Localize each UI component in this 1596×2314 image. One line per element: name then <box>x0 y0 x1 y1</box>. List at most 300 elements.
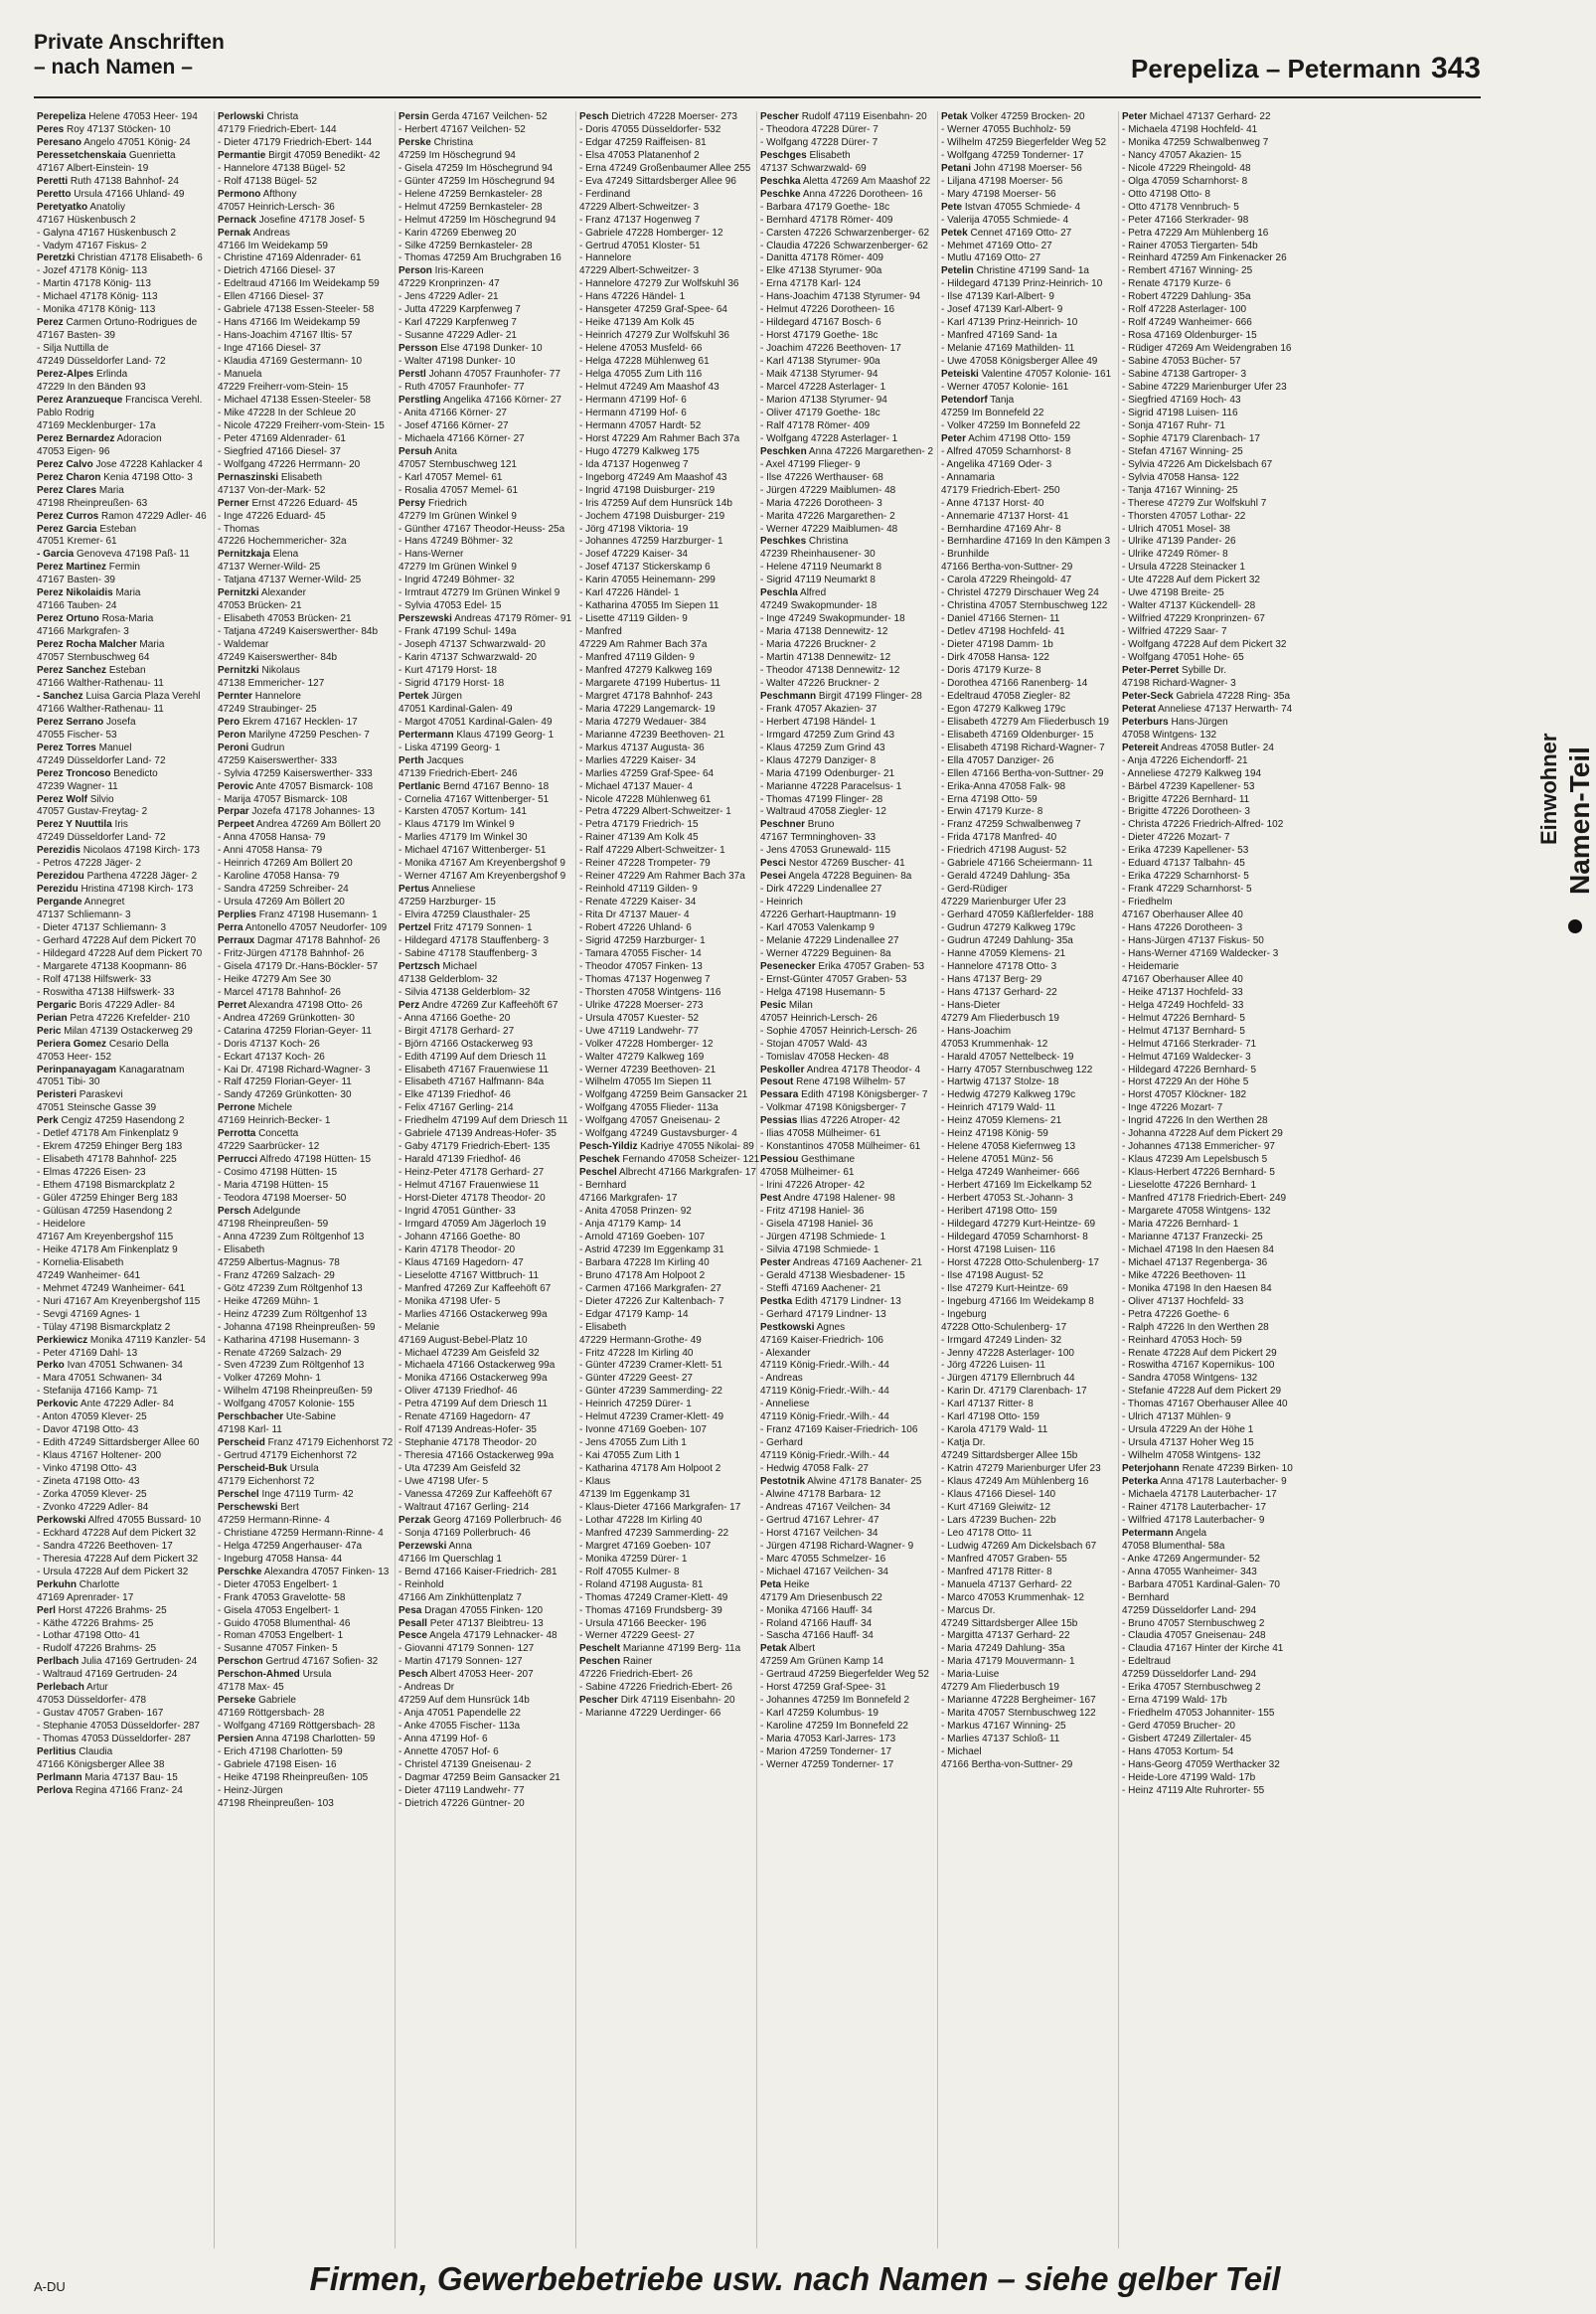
entry-details: - Giovanni 47179 Sonnen- 127 <box>399 1643 535 1655</box>
list-item <box>399 1567 572 1579</box>
entry-details: - Ursula 47166 Beecker- 196 <box>579 1617 707 1629</box>
entry-details: - Karl 47138 Styrumer- 90a <box>760 356 880 368</box>
entry-details: 47167 Am Kreyenbergshof 115 <box>37 1231 174 1242</box>
list-item <box>579 743 753 755</box>
entry-details: - Carsten 47226 Schwarzenberger- 62 <box>760 227 930 239</box>
entry-details: Nikolaus <box>258 664 300 676</box>
list-item <box>218 832 392 845</box>
entry-details: - Dietrich 47226 Güntner- 20 <box>399 1797 525 1809</box>
list-item <box>218 1141 392 1154</box>
list-item <box>760 1076 934 1089</box>
entry-details: Angelo 47051 König- 24 <box>81 136 191 148</box>
list-item <box>399 1630 572 1643</box>
list-item <box>760 1244 934 1257</box>
entry-details: - Galyna 47167 Hüskenbusch 2 <box>37 227 177 239</box>
entry-details: Alfred <box>797 587 827 599</box>
list-item <box>37 291 211 304</box>
list-item <box>399 1000 572 1013</box>
list-item <box>579 395 753 408</box>
list-item <box>37 1026 211 1039</box>
entry-surname: Perlebach <box>37 1682 84 1694</box>
list-item <box>760 1502 934 1515</box>
entry-surname: Pestkowski <box>760 1321 815 1333</box>
entry-details: - Helga 47249 Hochfeld- 33 <box>1122 999 1244 1011</box>
entry-details: - Brunhilde <box>941 549 990 561</box>
entry-details: - Michael 47167 Wittenberger- 51 <box>399 845 547 857</box>
entry-details: - Heike 47279 Am See 30 <box>218 973 331 985</box>
entry-details: - Hildegard 47167 Bosch- 6 <box>760 317 881 329</box>
entry-details: 47139 Friedrich-Ebert- 246 <box>399 767 518 779</box>
entry-details: Gertrud 47167 Sofien- 32 <box>262 1656 379 1668</box>
list-item <box>941 781 1115 794</box>
entry-details: - Anja 47051 Papendelle 22 <box>399 1708 521 1720</box>
entry-surname: Peta <box>760 1578 782 1590</box>
entry-details: - Rembert 47167 Winning- 25 <box>1122 265 1253 277</box>
entry-details: - Martin 47138 Dennewitz- 12 <box>760 652 891 664</box>
entry-details: - Hans-Georg 47059 Werthacker 32 <box>1122 1759 1280 1770</box>
list-item <box>37 600 211 613</box>
entry-details: - Vinko 47198 Otto- 43 <box>37 1463 137 1475</box>
list-item <box>579 871 753 884</box>
entry-details: - Nicole 47229 Freiherr-vom-Stein- 15 <box>218 419 385 431</box>
entry-details: Concetta <box>255 1128 299 1140</box>
entry-details: - Christel 47279 Dirschauer Weg 24 <box>941 587 1099 599</box>
list-item <box>579 1373 753 1386</box>
entry-surname: Pertzel <box>399 922 431 934</box>
entry-details: - Monika 47166 Hauff- 34 <box>760 1604 873 1616</box>
entry-details: 47169 August-Bebel-Platz 10 <box>399 1334 528 1346</box>
entry-details: - Leo 47178 Otto- 11 <box>941 1527 1033 1539</box>
list-item <box>760 935 934 948</box>
entry-details: - Hermann 47199 Hof- 6 <box>579 394 687 406</box>
list-item <box>1122 1399 1297 1411</box>
list-item <box>579 369 753 382</box>
list-item <box>1122 459 1297 472</box>
entry-details: 47259 Im Bonnefeld 22 <box>941 407 1044 418</box>
entry-details: - Helmut 47259 Im Höschegrund 94 <box>399 214 557 226</box>
entry-details: - Ursula 47137 Hoher Weg 15 <box>1122 1437 1254 1449</box>
list-item <box>760 948 934 961</box>
list-item <box>941 613 1115 626</box>
list-item <box>399 1554 572 1567</box>
entry-details: - Manfred 47239 Sammerding- 22 <box>579 1527 729 1539</box>
entry-details: Elena <box>269 549 299 561</box>
list-item <box>399 433 572 446</box>
entry-details: - Detlev 47198 Hochfeld- 41 <box>941 626 1065 638</box>
list-item <box>37 1309 211 1322</box>
list-item <box>760 1000 934 1013</box>
entry-details: - Heike 47178 Am Finkenplatz 9 <box>37 1243 178 1255</box>
entry-surname: Perz <box>399 999 420 1011</box>
list-item <box>760 202 934 215</box>
entry-details: - Elisabeth 47167 Halfmann- 84a <box>399 1076 545 1088</box>
list-item <box>941 730 1115 743</box>
list-item <box>760 755 934 768</box>
entry-details: - Monika 47178 König- 113 <box>37 304 156 316</box>
entry-details: - Barbara 47179 Goethe- 18c <box>760 201 890 213</box>
entry-details: - Klaus 47249 Am Mühlenberg 16 <box>941 1476 1089 1488</box>
entry-details: 47166 Am Zinkhüttenplatz 7 <box>399 1591 522 1603</box>
entry-details: - Rainer 47053 Tiergarten- 54b <box>1122 240 1258 251</box>
entry-details: - Ingrid 47051 Günther- 33 <box>399 1206 516 1218</box>
list-item <box>579 717 753 730</box>
entry-details: - Heike 47137 Hochfeld- 33 <box>1122 986 1243 998</box>
entry-details: - Hans-Jürgen 47137 Fiskus- 50 <box>1122 935 1264 946</box>
list-item <box>399 472 572 485</box>
entry-details: Jozefa 47178 Johannes- 13 <box>248 806 375 818</box>
entry-details: - Elisabeth <box>218 1243 265 1255</box>
list-item <box>579 511 753 524</box>
entry-details: Birgit 47059 Benedikt- 42 <box>265 149 381 161</box>
list-item <box>579 1039 753 1052</box>
entry-details: - Jozef 47178 König- 113 <box>37 265 148 277</box>
entry-details: - Maria 47226 Bernhard- 1 <box>1122 1218 1239 1230</box>
entry-details: - Theresia 47228 Auf dem Pickert 32 <box>37 1553 199 1565</box>
entry-details: - Herbert 47053 St.-Johann- 3 <box>941 1193 1073 1205</box>
list-item <box>37 228 211 241</box>
list-item <box>760 1541 934 1554</box>
list-item <box>941 704 1115 717</box>
list-item <box>1122 730 1297 743</box>
list-item <box>218 228 392 241</box>
list-item <box>760 459 934 472</box>
list-item <box>218 1232 392 1244</box>
entry-surname: Perez Charon <box>37 471 101 483</box>
entry-details: - Sandra 47226 Beethoven- 17 <box>37 1540 173 1552</box>
list-item <box>760 1592 934 1605</box>
list-item <box>37 665 211 678</box>
entry-surname: Pesall <box>399 1617 427 1629</box>
list-item <box>218 395 392 408</box>
list-item <box>1122 832 1297 845</box>
entry-surname: Persuh <box>399 445 432 457</box>
list-item <box>579 1592 753 1605</box>
entry-details: - Dieter 47198 Damm- 1b <box>941 639 1053 651</box>
list-item <box>579 420 753 433</box>
entry-details: - Fritz 47198 Haniel- 36 <box>760 1206 865 1218</box>
list-item <box>579 1579 753 1592</box>
list-item <box>579 498 753 511</box>
entry-details: Afthony <box>260 188 297 200</box>
list-item <box>760 1682 934 1695</box>
entry-details: - Heinrich 47269 Am Böllert 20 <box>218 858 353 870</box>
list-item <box>760 1411 934 1424</box>
list-item <box>1122 1206 1297 1219</box>
entry-surname: Pete <box>941 201 963 213</box>
entry-details: Ursula 47166 Uhland- 49 <box>71 188 185 200</box>
entry-details: - Hans-Joachim 47167 Iltis- 57 <box>218 330 353 342</box>
entry-surname: Perske <box>399 136 431 148</box>
list-item <box>218 343 392 356</box>
entry-details: - Rolf 47249 Wanheimer- 666 <box>1122 317 1252 329</box>
entry-details: - Karsten 47057 Kortum- 141 <box>399 806 527 818</box>
entry-surname: Peschken <box>760 445 807 457</box>
entry-details: - Rosa 47169 Oldenburger- 15 <box>1122 330 1257 342</box>
entry-details: - Heribert 47198 Otto- 159 <box>941 1206 1057 1218</box>
entry-details: 47051 Steinsche Gasse 39 <box>37 1102 157 1114</box>
entry-details: - Markus 47167 Winning- 25 <box>941 1721 1066 1733</box>
entry-surname: Perezidou <box>37 871 84 883</box>
list-item <box>760 652 934 665</box>
list-item <box>760 1656 934 1669</box>
list-item <box>399 665 572 678</box>
list-item <box>760 1579 934 1592</box>
entry-details: Ivan 47051 Schwanen- 34 <box>64 1360 183 1372</box>
entry-details: - Andreas 47167 Veilchen- 34 <box>760 1501 891 1513</box>
entry-details: - Peter 47169 Dahl- 13 <box>37 1347 138 1359</box>
entry-details: Erlinda <box>93 369 128 381</box>
list-item <box>579 1669 753 1682</box>
list-item <box>1122 395 1297 408</box>
entry-details: - Liska 47199 Georg- 1 <box>399 742 501 753</box>
list-item <box>941 948 1115 961</box>
entry-surname: Pestka <box>760 1295 793 1307</box>
entry-details: 47053 Krummenhak- 12 <box>941 1038 1048 1050</box>
entry-surname: Perszewski <box>399 613 452 625</box>
entry-details: - Ella 47057 Danziger- 26 <box>941 754 1054 766</box>
entry-details: - Franz 47137 Hogenweg 7 <box>579 214 701 226</box>
list-item <box>399 1759 572 1772</box>
entry-details: - Monika 47198 Ufer- 5 <box>399 1295 501 1307</box>
list-item <box>941 961 1115 974</box>
entry-details: - Maria 47179 Mouvermann- 1 <box>941 1656 1075 1668</box>
entry-details: - Edgar 47259 Raiffeisen- 81 <box>579 136 707 148</box>
entry-surname: Perez Curros <box>37 510 99 522</box>
entry-details: - Wolfgang 47226 Herrmann- 20 <box>218 458 361 470</box>
entry-details: 47055 Fischer- 53 <box>37 729 117 741</box>
entry-details: - Dieter 47053 Engelbert- 1 <box>218 1578 338 1590</box>
list-item <box>37 1502 211 1515</box>
entry-details: - Nicole 47229 Rheingold- 48 <box>1122 162 1251 174</box>
list-item <box>218 1115 392 1128</box>
list-item <box>37 1424 211 1437</box>
list-item <box>1122 1154 1297 1167</box>
entry-details: - Josef 47137 Stickerskamp 6 <box>579 562 711 574</box>
entry-details: - Volker 47269 Mohn- 1 <box>218 1373 321 1385</box>
entry-details: - Wilfried 47229 Saar- 7 <box>1122 626 1227 638</box>
entry-details: - Christiane 47259 Hermann-Rinne- 4 <box>218 1527 384 1539</box>
list-item <box>941 137 1115 150</box>
list-item <box>1122 935 1297 948</box>
list-item <box>37 768 211 781</box>
entry-details: - Heinz-Jürgen <box>218 1784 283 1796</box>
list-item <box>1122 202 1297 215</box>
list-item <box>218 806 392 819</box>
list-item <box>1122 1335 1297 1348</box>
list-item <box>399 871 572 884</box>
list-item <box>579 1463 753 1476</box>
entry-details: 47169 Aprenrader- 17 <box>37 1591 134 1603</box>
entry-details: - Werner 47055 Buchholz- 59 <box>941 123 1071 135</box>
list-item <box>941 1643 1115 1656</box>
entry-details: Parthena 47228 Jäger- 2 <box>83 871 198 883</box>
entry-details: - Michaela 47178 Lauterbacher- 17 <box>1122 1488 1277 1500</box>
entry-details: Anatoliy <box>87 201 125 213</box>
entry-details: Cengiz 47259 Hasendong 2 <box>58 1115 185 1127</box>
entry-details: Sybille Dr. <box>1179 664 1227 676</box>
entry-details: - Michael 47138 Essen-Steeler- 58 <box>218 394 371 406</box>
entry-details: 47229 Kronprinzen- 47 <box>399 278 500 290</box>
entry-details: - Horst 47228 Otto-Schulenberg- 17 <box>941 1256 1099 1268</box>
entry-details: - Edgar 47179 Kamp- 14 <box>579 1308 689 1320</box>
list-item <box>218 730 392 743</box>
entry-details: Else 47198 Dunker- 10 <box>437 343 543 355</box>
list-item <box>399 343 572 356</box>
list-item <box>941 1373 1115 1386</box>
list-item <box>399 652 572 665</box>
entry-details: - Sophie 47179 Clarenbach- 17 <box>1122 432 1260 444</box>
entry-surname: Petelin <box>941 265 974 277</box>
list-item <box>37 304 211 317</box>
list-item <box>37 1373 211 1386</box>
entry-surname: Perez <box>37 317 64 329</box>
list-item <box>941 755 1115 768</box>
entry-details: - Frank 47057 Akazien- 37 <box>760 703 878 715</box>
list-item <box>760 1734 934 1746</box>
list-item <box>37 202 211 215</box>
list-item <box>399 330 572 343</box>
list-item <box>941 511 1115 524</box>
entry-details: - Helene 47119 Neumarkt 8 <box>760 562 882 574</box>
entry-details: - Anita 47058 Prinzen- 92 <box>579 1206 692 1218</box>
list-item <box>1122 111 1297 124</box>
list-item <box>941 858 1115 871</box>
list-item <box>399 974 572 987</box>
entry-details: - Harald 47057 Nettelbeck- 19 <box>941 1051 1074 1063</box>
list-item <box>760 111 934 124</box>
entry-details: - Karoline 47259 Im Bonnefeld 22 <box>760 1721 908 1733</box>
list-item <box>218 1772 392 1785</box>
list-item <box>760 832 934 845</box>
list-item <box>37 446 211 459</box>
entry-surname: Perez Bernardez <box>37 432 115 444</box>
entry-details: - Stefanija 47166 Kamp- 71 <box>37 1386 158 1398</box>
entry-details: - Harald 47139 Friedhof- 46 <box>399 1154 521 1166</box>
entry-details: - Erich 47198 Charlotten- 59 <box>218 1746 343 1758</box>
list-item <box>399 1065 572 1077</box>
list-item <box>1122 1089 1297 1102</box>
list-item <box>760 356 934 369</box>
entry-details: Tanja <box>987 394 1015 406</box>
list-item <box>37 1399 211 1411</box>
list-item <box>37 511 211 524</box>
entry-details: - Eckhard 47228 Auf dem Pickert 32 <box>37 1527 197 1539</box>
entry-surname: Perkuhn <box>37 1578 78 1590</box>
list-item <box>941 241 1115 253</box>
list-item <box>218 1476 392 1489</box>
list-item <box>1122 1013 1297 1026</box>
list-item <box>941 356 1115 369</box>
list-item <box>399 1206 572 1219</box>
entry-details: - Waltraud 47058 Ziegler- 12 <box>760 806 886 818</box>
list-item <box>37 909 211 922</box>
list-item <box>760 1759 934 1772</box>
list-item <box>218 1335 392 1348</box>
list-item <box>1122 485 1297 498</box>
list-item <box>399 1309 572 1322</box>
entry-surname: Perschel <box>218 1488 259 1500</box>
entry-surname: Perez Torres <box>37 742 96 753</box>
list-item <box>399 1721 572 1734</box>
list-item <box>760 1283 934 1296</box>
list-item <box>399 1579 572 1592</box>
entry-details: 47051 Kremer- 61 <box>37 536 117 548</box>
list-item <box>579 163 753 176</box>
entry-details: - Karl 47226 Händel- 1 <box>579 587 680 599</box>
entry-details: - Sigrid 47198 Luisen- 116 <box>1122 407 1238 418</box>
entry-details: Roy 47137 Stöcken- 10 <box>64 123 171 135</box>
list-item <box>399 1052 572 1065</box>
entry-details: - Erna 47178 Karl- 124 <box>760 278 862 290</box>
list-item <box>941 228 1115 241</box>
entry-details: - Annette 47057 Hof- 6 <box>399 1746 499 1758</box>
list-item <box>941 691 1115 704</box>
entry-details: - Rainer 47139 Am Kolk 45 <box>579 832 699 844</box>
list-item <box>1122 1167 1297 1180</box>
entry-details: 47229 In den Bänden 93 <box>37 382 146 394</box>
entry-details: Josefine 47178 Josef- 5 <box>255 214 365 226</box>
entry-details: - Waltraud 47169 Gertruden- 24 <box>37 1669 178 1681</box>
entry-details: - Dieter 47179 Friedrich-Ebert- 144 <box>218 136 373 148</box>
list-item <box>579 1193 753 1206</box>
list-item <box>399 1772 572 1785</box>
entry-details: 47137 Von-der-Mark- 52 <box>218 484 326 496</box>
list-item <box>37 755 211 768</box>
entry-details: - Horst 47229 Am Rahmer Bach 37a <box>579 432 740 444</box>
list-item <box>760 369 934 382</box>
entry-details: - Ursula 47057 Kuester- 52 <box>579 1012 700 1024</box>
list-item <box>37 652 211 665</box>
list-item <box>37 111 211 124</box>
entry-details: - Hildegard 47059 Scharnhorst- 8 <box>941 1231 1088 1242</box>
entry-details: 47249 Straubinger- 25 <box>218 703 317 715</box>
entry-details: Franz 47198 Husemann- 1 <box>255 909 378 921</box>
entry-details: Fernando 47058 Scheizer- 121 <box>619 1154 760 1166</box>
list-item <box>760 304 934 317</box>
entry-details: - Jenny 47228 Asterlager- 100 <box>941 1347 1074 1359</box>
entry-details: - Silvia 47138 Gelderblom- 32 <box>399 986 531 998</box>
list-item <box>218 1669 392 1682</box>
entry-details: - Siegfried 47166 Diesel- 37 <box>218 445 341 457</box>
entry-details: - Ulrike 47139 Pander- 26 <box>1122 536 1236 548</box>
entry-details: - Monika 47198 In den Haesen 84 <box>1122 1282 1272 1294</box>
list-item <box>1122 626 1297 639</box>
entry-details: - Gerald 47249 Dahlung- 35a <box>941 871 1070 883</box>
list-item <box>399 768 572 781</box>
entry-details: - Marc 47055 Schmelzer- 16 <box>760 1553 886 1565</box>
list-item <box>579 1154 760 1167</box>
list-item <box>218 743 392 755</box>
directory-column <box>1119 111 1300 2248</box>
list-item <box>941 1424 1115 1437</box>
list-item <box>1122 1734 1297 1746</box>
entry-details: - Margret 47169 Goeben- 107 <box>579 1540 712 1552</box>
list-item <box>760 1128 934 1141</box>
entry-details: - Helene 47058 Kiefernweg 13 <box>941 1141 1076 1153</box>
entry-surname: Perrotta <box>218 1128 256 1140</box>
entry-details: - Josef 47229 Kaiser- 34 <box>579 549 688 561</box>
list-item <box>579 987 753 1000</box>
list-item <box>579 1399 753 1411</box>
entry-details: - Ilse 47139 Karl-Albert- 9 <box>941 291 1054 303</box>
entry-details: - Michaela 47166 Körner- 27 <box>399 432 525 444</box>
entry-details: Alfred 47055 Bussard- 10 <box>85 1514 202 1526</box>
list-item <box>399 395 572 408</box>
list-item <box>399 987 572 1000</box>
entry-surname: Pernak <box>218 227 251 239</box>
entry-details: - Wolfgang 47259 Tonderner- 17 <box>941 149 1084 161</box>
list-item <box>579 215 753 228</box>
